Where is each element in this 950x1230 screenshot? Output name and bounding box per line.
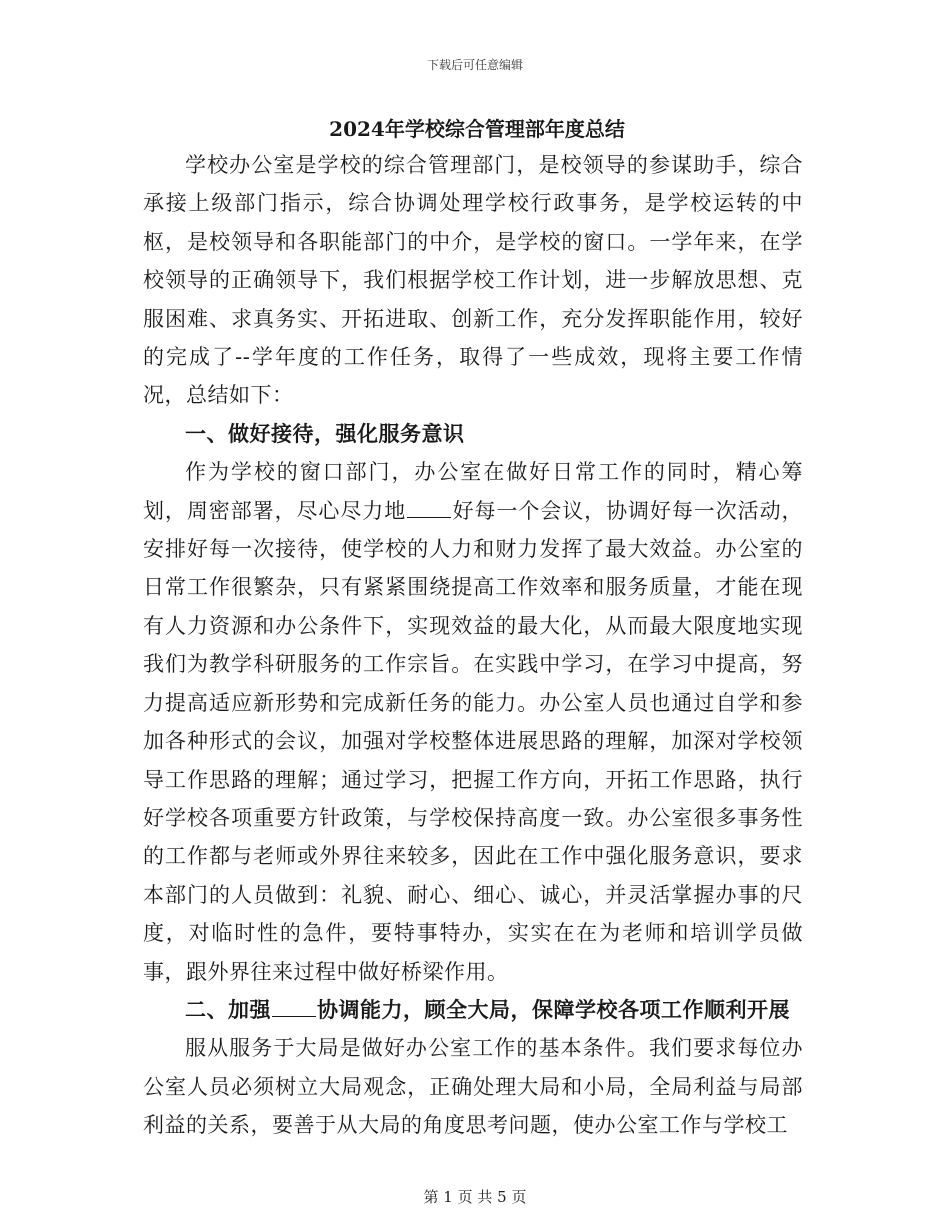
section-2-heading-a: 二、加强	[185, 996, 271, 1022]
section-1-heading: 一、做好接待，强化服务意识	[185, 420, 465, 446]
document-title: 2024年学校综合管理部年度总结	[329, 117, 625, 141]
section-1-text-a: 作为学校的窗口部门，办公室在做好日常工作的同时，精心筹划，周密部署，尽心尽力地	[143, 460, 803, 523]
section-1-paragraph	[143, 453, 803, 991]
section-2-paragraph: 服从服务于大局是做好办公室工作的基本条件。我们要求每位办公室人员必须树立大局观念，正确处理大局和小局，全局利益与局部利益的关系，要善于从大局的角度思考问题，使办公室工作与学校工	[143, 1036, 803, 1138]
document-body	[143, 112, 803, 1145]
blank-underline	[407, 516, 451, 518]
blank-underline	[272, 1015, 316, 1017]
page-footer: 第 1 页 共 5 页	[423, 1188, 527, 1206]
section-2-heading-b: 协调能力，顾全大局，保障学校各项工作顺利开展	[317, 996, 790, 1022]
section-1-text-b: 好每一个会议，协调好每一次活动，安排好每一次接待，使学校的人力和财力发挥了最大效益。办公室的日常工作很繁杂，只有紧紧围绕提高工作效率和服务质量，才能在现有人力资源和办公条件下，实现效益的最大化，从而最大限度地实现我们为教学科研服务的工作宗旨。在实践中学习，在学习中提高，努力提高适应新形势和完成新任务的能力。办公室人员也通过自学和参加各种形式的会议，加强对学校整体进展思路的理解，加深对学校领导工作思路的理解；通过学习，把握工作方向，开拓工作思路，执行好学校各项重要方针政策，与学校保持高度一致。办公室很多事务性的工作都与老师或外界往来较多，因此在工作中强化服务意识，要求本部门的人员做到：礼貌、耐心、细心、诚心，并灵活掌握办事的尺度，对临时性的急件，要特事特办，实实在在为老师和培训学员做事，跟外界往来过程中做好桥梁作用。	[143, 498, 804, 984]
intro-paragraph: 学校办公室是学校的综合管理部门，是校领导的参谋助手，综合承接上级部门指示，综合协调处理学校行政事务，是学校运转的中枢，是校领导和各职能部门的中介，是学校的窗口。一学年来，在学校领导的正确领导下，我们根据学校工作计划，进一步解放思想、克服困难、求真务实、开拓进取、创新工作，充分发挥职能作用，较好的完成了--学年度的工作任务，取得了一些成效，现将主要工作情况，总结如下：	[143, 153, 803, 408]
section-2-heading	[143, 991, 803, 1029]
header-note: 下载后可任意编辑	[426, 58, 523, 72]
